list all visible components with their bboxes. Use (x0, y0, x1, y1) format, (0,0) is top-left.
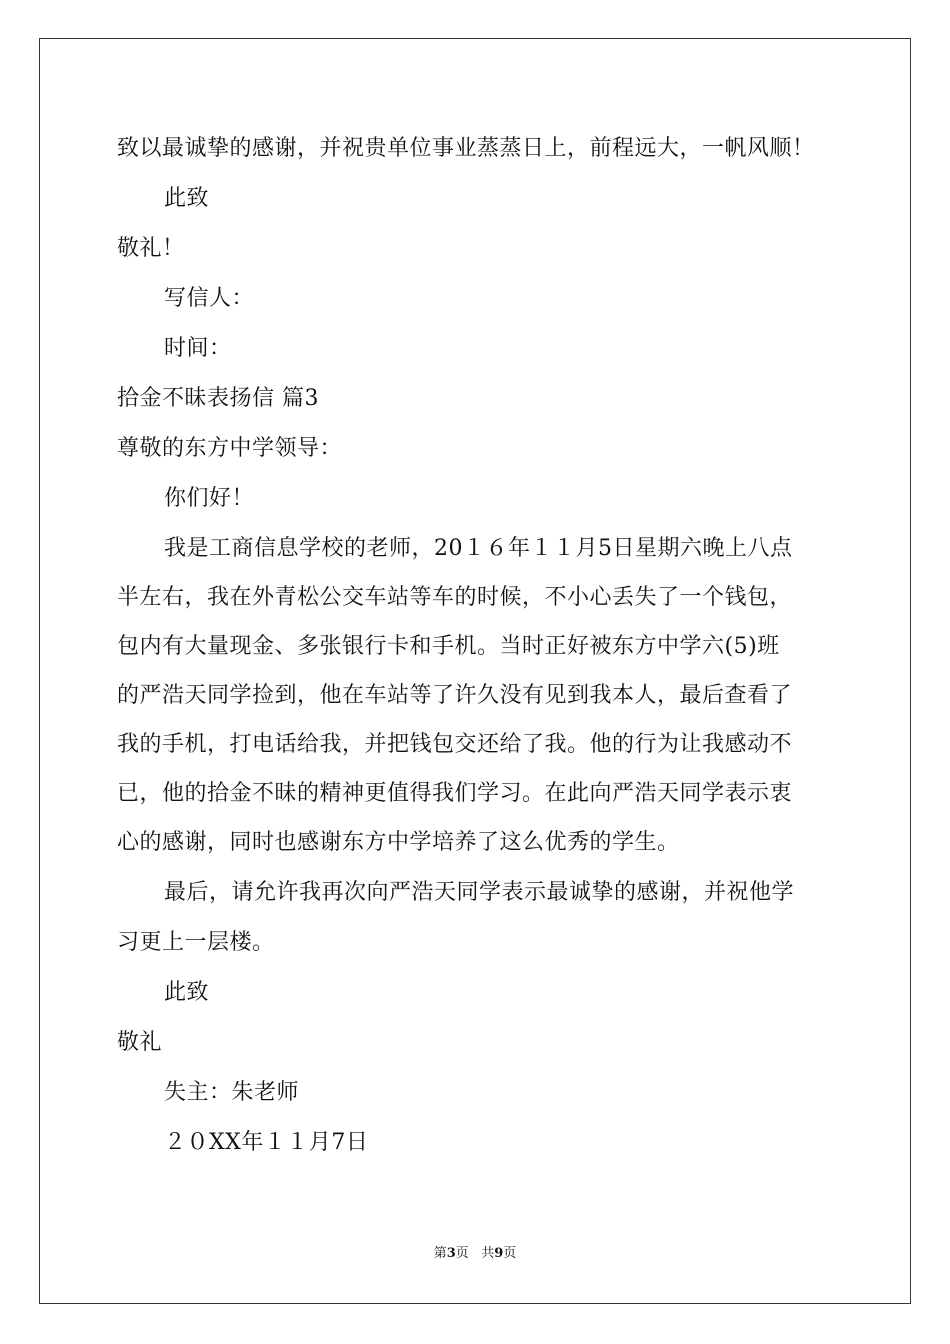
body-paragraph-1-line-6: 已，他的拾金不昧的精神更值得我们学习。在此向严浩天同学表示衷 (117, 781, 793, 806)
body-paragraph-1-line-1: 我是工商信息学校的老师，20１６年１１月5日星期六晚上八点 (164, 536, 793, 561)
closing-wish-line: 致以最诚挚的感谢，并祝贵单位事业蒸蒸日上，前程远大，一帆风顺！ (117, 136, 815, 161)
footer-total-pages: 9 (494, 1246, 504, 1261)
salutation-cizhi-2: 此致 (164, 980, 210, 1005)
page-frame (39, 38, 911, 1304)
time-label: 时间： (164, 336, 232, 361)
body-paragraph-1-line-7: 心的感谢，同时也感谢东方中学培养了这么优秀的学生。 (117, 830, 680, 855)
salutation-jingli-2: 敬礼 (117, 1030, 163, 1055)
signature-line: 失主：朱老师 (164, 1080, 300, 1105)
footer-total-word: 页 (503, 1246, 517, 1261)
recipient-greeting: 尊敬的东方中学领导： (117, 436, 343, 461)
body-paragraph-1-line-5: 我的手机，打电话给我，并把钱包交还给了我。他的行为让我感动不 (117, 732, 793, 757)
footer-page-word: 页 (455, 1246, 469, 1261)
footer-current-page: 3 (446, 1246, 456, 1261)
page-footer (0, 1246, 950, 1262)
body-paragraph-1-line-3: 包内有大量现金、多张银行卡和手机。当时正好被东方中学六(5)班 (117, 634, 780, 659)
writer-label: 写信人： (164, 286, 255, 311)
footer-prefix: 第 (433, 1246, 447, 1261)
section-title: 拾金不昧表扬信 篇3 (117, 386, 319, 411)
footer-total-prefix: 共 (481, 1246, 495, 1261)
body-paragraph-1-line-2: 半左右，我在外青松公交车站等车的时候，不小心丢失了一个钱包， (117, 585, 793, 610)
body-paragraph-1-line-4: 的严浩天同学捡到，他在车站等了许久没有见到我本人，最后查看了 (117, 683, 793, 708)
salutation-jingli: 敬礼！ (117, 236, 185, 261)
salutation-cizhi: 此致 (164, 186, 210, 211)
hello-line: 你们好！ (164, 486, 255, 511)
body-paragraph-2-line-1: 最后，请允许我再次向严浩天同学表示最诚挚的感谢，并祝他学 (164, 880, 795, 905)
date-line: ２０XX年１１月7日 (164, 1130, 369, 1155)
body-paragraph-2-line-2: 习更上一层楼。 (117, 930, 275, 955)
